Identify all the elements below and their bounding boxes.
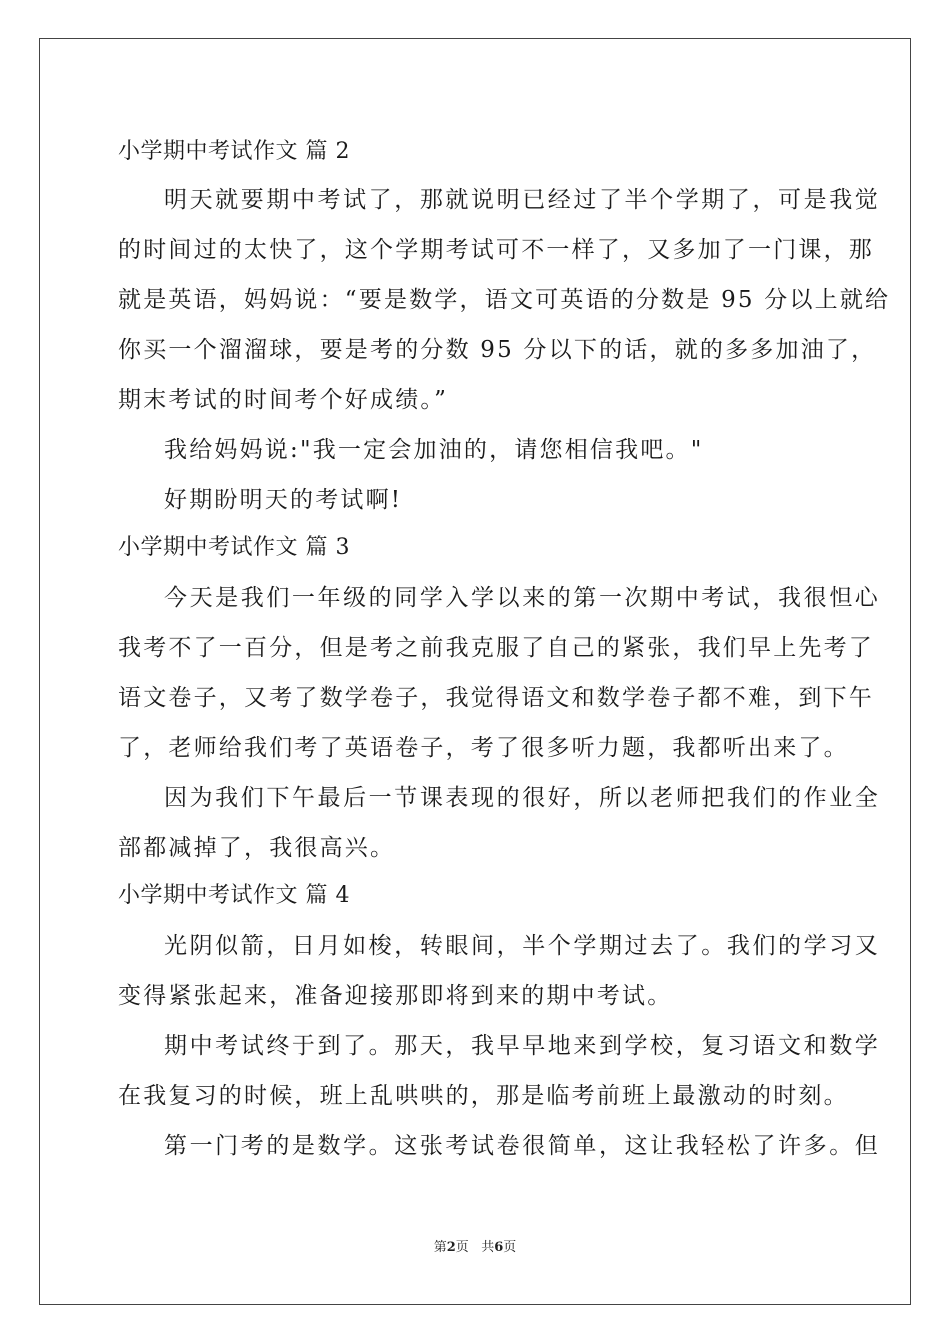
paragraph-line: 今天是我们一年级的同学入学以来的第一次期中考试，我很怛心 — [164, 585, 880, 611]
paragraph-line: 的时间过的太快了，这个学期考试可不一样了，又多加了一门课，那 — [118, 237, 874, 263]
paragraph-line: 在我复习的时候，班上乱哄哄的，那是临考前班上最激动的时刻。 — [118, 1083, 849, 1109]
section-heading-4: 小学期中考试作文 篇 4 — [118, 883, 350, 908]
paragraph-line: 语文卷子，又考了数学卷子，我觉得语文和数学卷子都不难，到下午 — [118, 685, 874, 711]
paragraph-line: 期中考试终于到了。那天，我早早地来到学校，复习语文和数学 — [164, 1033, 880, 1059]
footer-prefix: 第 — [433, 1240, 447, 1255]
paragraph-line: 明天就要期中考试了，那就说明已经过了半个学期了，可是我觉 — [164, 187, 880, 213]
paragraph-line: 了，老师给我们考了英语卷子，考了很多听力题，我都听出来了。 — [118, 735, 849, 761]
paragraph-line: 你买一个溜溜球，要是考的分数 95 分以下的话，就的多多加油了， — [118, 337, 877, 363]
section-heading-2: 小学期中考试作文 篇 2 — [118, 139, 350, 164]
paragraph-line: 因为我们下午最后一节课表现的很好，所以老师把我们的作业全 — [164, 785, 880, 811]
paragraph-line: 好期盼明天的考试啊! — [164, 487, 403, 513]
paragraph-line: 我考不了一百分，但是考之前我克服了自己的紧张，我们早上先考了 — [118, 635, 874, 661]
paragraph-line: 变得紧张起来，准备迎接那即将到来的期中考试。 — [118, 983, 673, 1009]
paragraph-line: 部都减掉了，我很高兴。 — [118, 835, 396, 861]
paragraph-line: 就是英语，妈妈说：“要是数学，语文可英语的分数是 95 分以上就给 — [118, 287, 891, 313]
page-footer — [0, 1236, 950, 1255]
paragraph-line: 光阴似箭，日月如梭，转眼间，半个学期过去了。我们的学习又 — [164, 933, 880, 959]
section-heading-3: 小学期中考试作文 篇 3 — [118, 535, 350, 560]
paragraph-line: 期末考试的时间考个好成绩。” — [118, 387, 449, 413]
paragraph-line: 第一门考的是数学。这张考试卷很简单，这让我轻松了许多。但 — [164, 1133, 880, 1159]
footer-total-pages: 6 — [494, 1240, 504, 1255]
footer-page-number: 2 — [446, 1240, 456, 1255]
footer-suffix: 页 — [503, 1240, 517, 1255]
paragraph-line: 我给妈妈说:"我一定会加油的，请您相信我吧。" — [164, 437, 704, 463]
footer-mid: 页 共 — [455, 1240, 495, 1255]
